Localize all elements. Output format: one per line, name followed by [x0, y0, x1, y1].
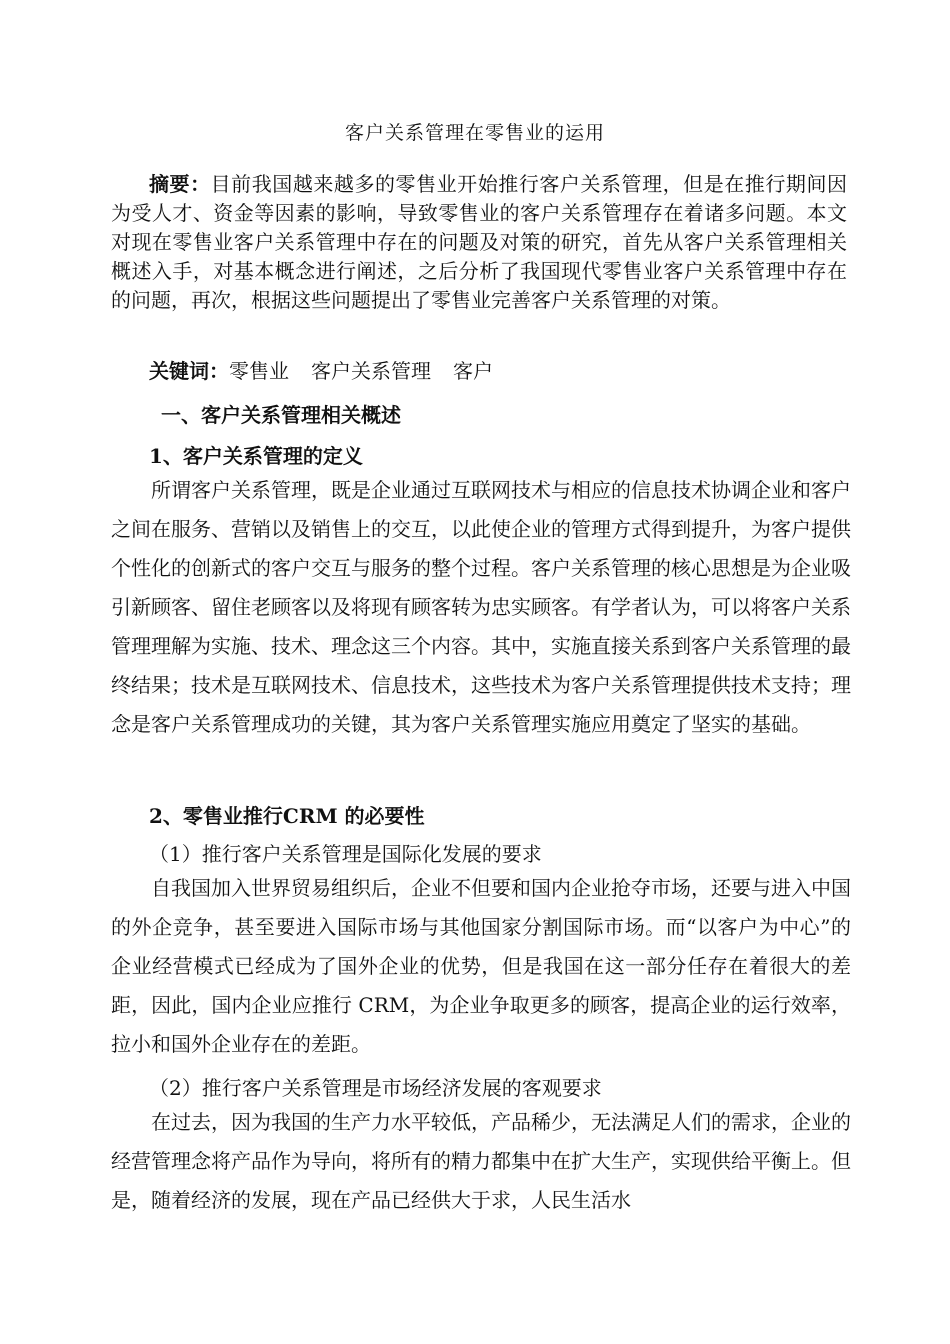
paragraph-text: 自我国加入世界贸易组织后，企业不但要和国内企业抢夺市场，还要与进入中国的外企竞争，甚至要进入国际市场与其他国家分割国际市场。而“以客户为中心”的企业经营模式已经成为了国外企业的优势，但是我国在这一部分任存在着很大的差距，因此，国内企业应推行 CRM，为企业争取更多的顾客，提高企业的运行效率，拉小和国外企业存在的差距。	[111, 876, 851, 1056]
keywords-label: 关键词：	[149, 359, 229, 383]
abstract-block	[111, 170, 847, 315]
section-heading: 一、客户关系管理相关概述	[161, 403, 401, 427]
keyword-item: 客户	[453, 359, 493, 383]
document-title: 客户关系管理在零售业的运用	[344, 122, 605, 144]
point-heading: （1）推行客户关系管理是国际化发展的要求	[149, 842, 542, 866]
keywords-line	[149, 355, 493, 384]
abstract-text: 目前我国越来越多的零售业开始推行客户关系管理，但是在推行期间因为受人才、资金等因素的影响，导致零售业的客户关系管理存在着诸多问题。本文对现在零售业客户关系管理中存在的问题及对策的研究，首先从客户关系管理相关概述入手，对基本概念进行阐述，之后分析了我国现代零售业客户关系管理中存在的问题，再次，根据这些问题提出了零售业完善客户关系管理的对策。	[111, 172, 848, 312]
paragraph-text: 在过去，因为我国的生产力水平较低，产品稀少，无法满足人们的需求，企业的经营管理念将产品作为导向，将所有的精力都集中在扩大生产，实现供给平衡上。但是，随着经济的发展，现在产品已经供大于求，人民生活水	[111, 1110, 851, 1212]
body-paragraph	[111, 471, 851, 744]
keyword-item: 零售业	[229, 359, 289, 383]
abstract-label: 摘要：	[149, 172, 211, 196]
paragraph-text: 所谓客户关系管理，既是企业通过互联网技术与相应的信息技术协调企业和客户之间在服务、营销以及销售上的交互，以此使企业的管理方式得到提升，为客户提供个性化的创新式的客户交互与服务的整个过程。客户关系管理的核心思想是为企业吸引新顾客、留住老顾客以及将现有顾客转为忠实顾客。有学者认为，可以将客户关系管理理解为实施、技术、理念这三个内容。其中，实施直接关系到客户关系管理的最终结果；技术是互联网技术、信息技术，这些技术为客户关系管理提供技术支持；理念是客户关系管理成功的关键，其为客户关系管理实施应用奠定了坚实的基础。	[111, 478, 851, 736]
body-paragraph	[111, 1103, 851, 1220]
body-paragraph	[111, 869, 851, 1064]
point-heading: （2）推行客户关系管理是市场经济发展的客观要求	[149, 1076, 602, 1100]
subsection-heading: 1、客户关系管理的定义	[149, 444, 363, 468]
keyword-item: 客户关系管理	[311, 359, 431, 383]
subsection-heading: 2、零售业推行CRM 的必要性	[149, 804, 425, 828]
